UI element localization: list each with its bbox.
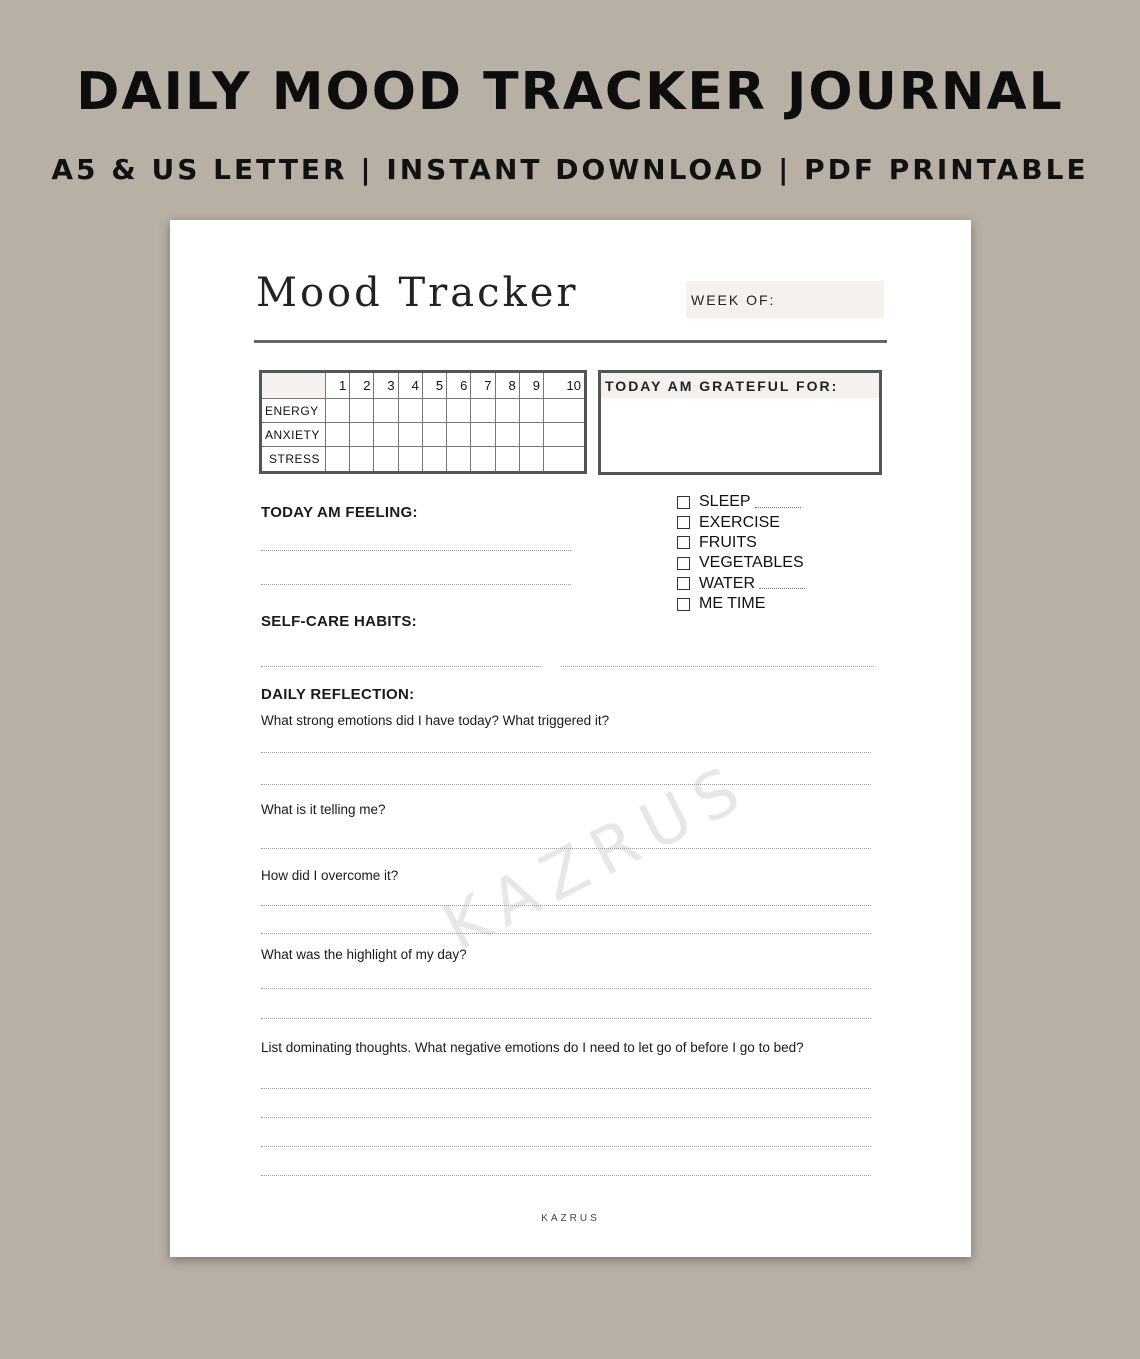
checklist-label: SLEEP [699,493,751,511]
answer-line[interactable] [261,1146,871,1147]
mood-rating-grid [259,370,587,474]
reflection-question: What is it telling me? [261,802,386,817]
banner-title: DAILY MOOD TRACKER JOURNAL [76,62,1064,122]
grid-row-anxiety [261,423,586,447]
grateful-header [601,373,879,398]
checklist-item-sleep[interactable] [677,492,805,512]
grid-cell[interactable] [519,399,543,423]
checklist-item-exercise[interactable] [677,512,805,532]
feeling-line[interactable] [261,584,571,585]
grid-cell[interactable] [447,399,471,423]
reflection-question: How did I overcome it? [261,868,399,883]
checklist-item-fruits[interactable] [677,533,805,553]
grid-col-header: 1 [326,372,350,399]
self-care-checklist [677,492,805,614]
grid-cell[interactable] [422,399,446,423]
grid-cell[interactable] [422,447,446,473]
grid-col-header: 4 [398,372,422,399]
week-of-label: WEEK OF: [691,292,776,308]
checkbox[interactable] [677,496,690,509]
grid-col-header: 2 [350,372,374,399]
answer-line[interactable] [261,784,871,785]
grid-cell[interactable] [374,423,398,447]
grid-cell[interactable] [374,447,398,473]
grid-cell[interactable] [543,399,585,423]
reflection-label: DAILY REFLECTION: [261,686,415,703]
checklist-label: VEGETABLES [699,554,804,572]
checklist-label: EXERCISE [699,513,780,531]
grid-col-header: 5 [422,372,446,399]
grid-header-row [261,372,586,399]
answer-line[interactable] [261,1018,871,1019]
water-fill-line[interactable] [759,578,805,589]
checklist-item-vegetables[interactable] [677,553,805,573]
reflection-question: List dominating thoughts. What negative emotions do I need to let go of before I go to bed? [261,1040,804,1055]
answer-line[interactable] [261,933,871,934]
grid-cell[interactable] [519,423,543,447]
title-divider [254,340,887,343]
grid-cell[interactable] [495,447,519,473]
grid-cell[interactable] [398,423,422,447]
grid-row-stress [261,447,586,473]
grid-cell[interactable] [350,423,374,447]
checkbox[interactable] [677,577,690,590]
journal-page [170,220,971,1257]
grid-cell[interactable] [471,423,495,447]
answer-line[interactable] [261,1117,871,1118]
banner-subtitle: A5 & US LETTER | INSTANT DOWNLOAD | PDF PRINTABLE [51,153,1089,186]
grid-cell[interactable] [374,399,398,423]
checkbox[interactable] [677,516,690,529]
grid-cell[interactable] [326,447,350,473]
grateful-label: TODAY AM GRATEFUL FOR: [605,378,839,394]
grid-col-header: 9 [519,372,543,399]
grid-cell[interactable] [543,423,585,447]
answer-line[interactable] [261,988,871,989]
grid-col-header: 10 [543,372,585,399]
grid-cell[interactable] [447,423,471,447]
grid-row-energy [261,399,586,423]
grid-cell[interactable] [447,447,471,473]
page-title: Mood Tracker [256,270,579,316]
footer-brand: KAZRUS [541,1213,600,1224]
checkbox[interactable] [677,536,690,549]
grid-col-header: 8 [495,372,519,399]
grid-col-header: 7 [471,372,495,399]
grid-cell[interactable] [422,423,446,447]
checklist-label: FRUITS [699,533,757,551]
grid-row-label: STRESS [261,447,326,473]
answer-line[interactable] [261,752,871,753]
checklist-label: ME TIME [699,595,766,613]
sleep-fill-line[interactable] [755,497,801,508]
grid-col-header: 3 [374,372,398,399]
answer-line[interactable] [261,1175,871,1176]
answer-line[interactable] [261,1088,871,1089]
reflection-question: What was the highlight of my day? [261,947,467,962]
grid-cell[interactable] [326,399,350,423]
feeling-line[interactable] [261,550,571,551]
grateful-box[interactable] [598,370,882,475]
grid-cell[interactable] [495,423,519,447]
checkbox[interactable] [677,598,690,611]
selfcare-line[interactable] [561,666,874,667]
grid-cell[interactable] [495,399,519,423]
grid-cell[interactable] [350,447,374,473]
grid-row-label: ANXIETY [261,423,326,447]
grid-cell[interactable] [471,399,495,423]
selfcare-line[interactable] [261,666,541,667]
grid-cell[interactable] [326,423,350,447]
grid-cell[interactable] [471,447,495,473]
grid-cell[interactable] [398,447,422,473]
selfcare-label: SELF-CARE HABITS: [261,613,417,630]
reflection-question: What strong emotions did I have today? What triggered it? [261,713,610,728]
checklist-item-water[interactable] [677,574,805,594]
grid-cell[interactable] [398,399,422,423]
checklist-label: WATER [699,574,755,592]
grid-corner-cell [261,372,326,399]
week-of-field[interactable] [686,281,884,318]
checklist-item-me-time[interactable] [677,594,805,614]
grid-cell[interactable] [519,447,543,473]
grid-cell[interactable] [543,447,585,473]
watermark: KAZRUS [432,749,762,966]
grid-row-label: ENERGY [261,399,326,423]
feeling-label: TODAY AM FEELING: [261,504,418,521]
checkbox[interactable] [677,557,690,570]
grid-cell[interactable] [350,399,374,423]
grid-col-header: 6 [447,372,471,399]
